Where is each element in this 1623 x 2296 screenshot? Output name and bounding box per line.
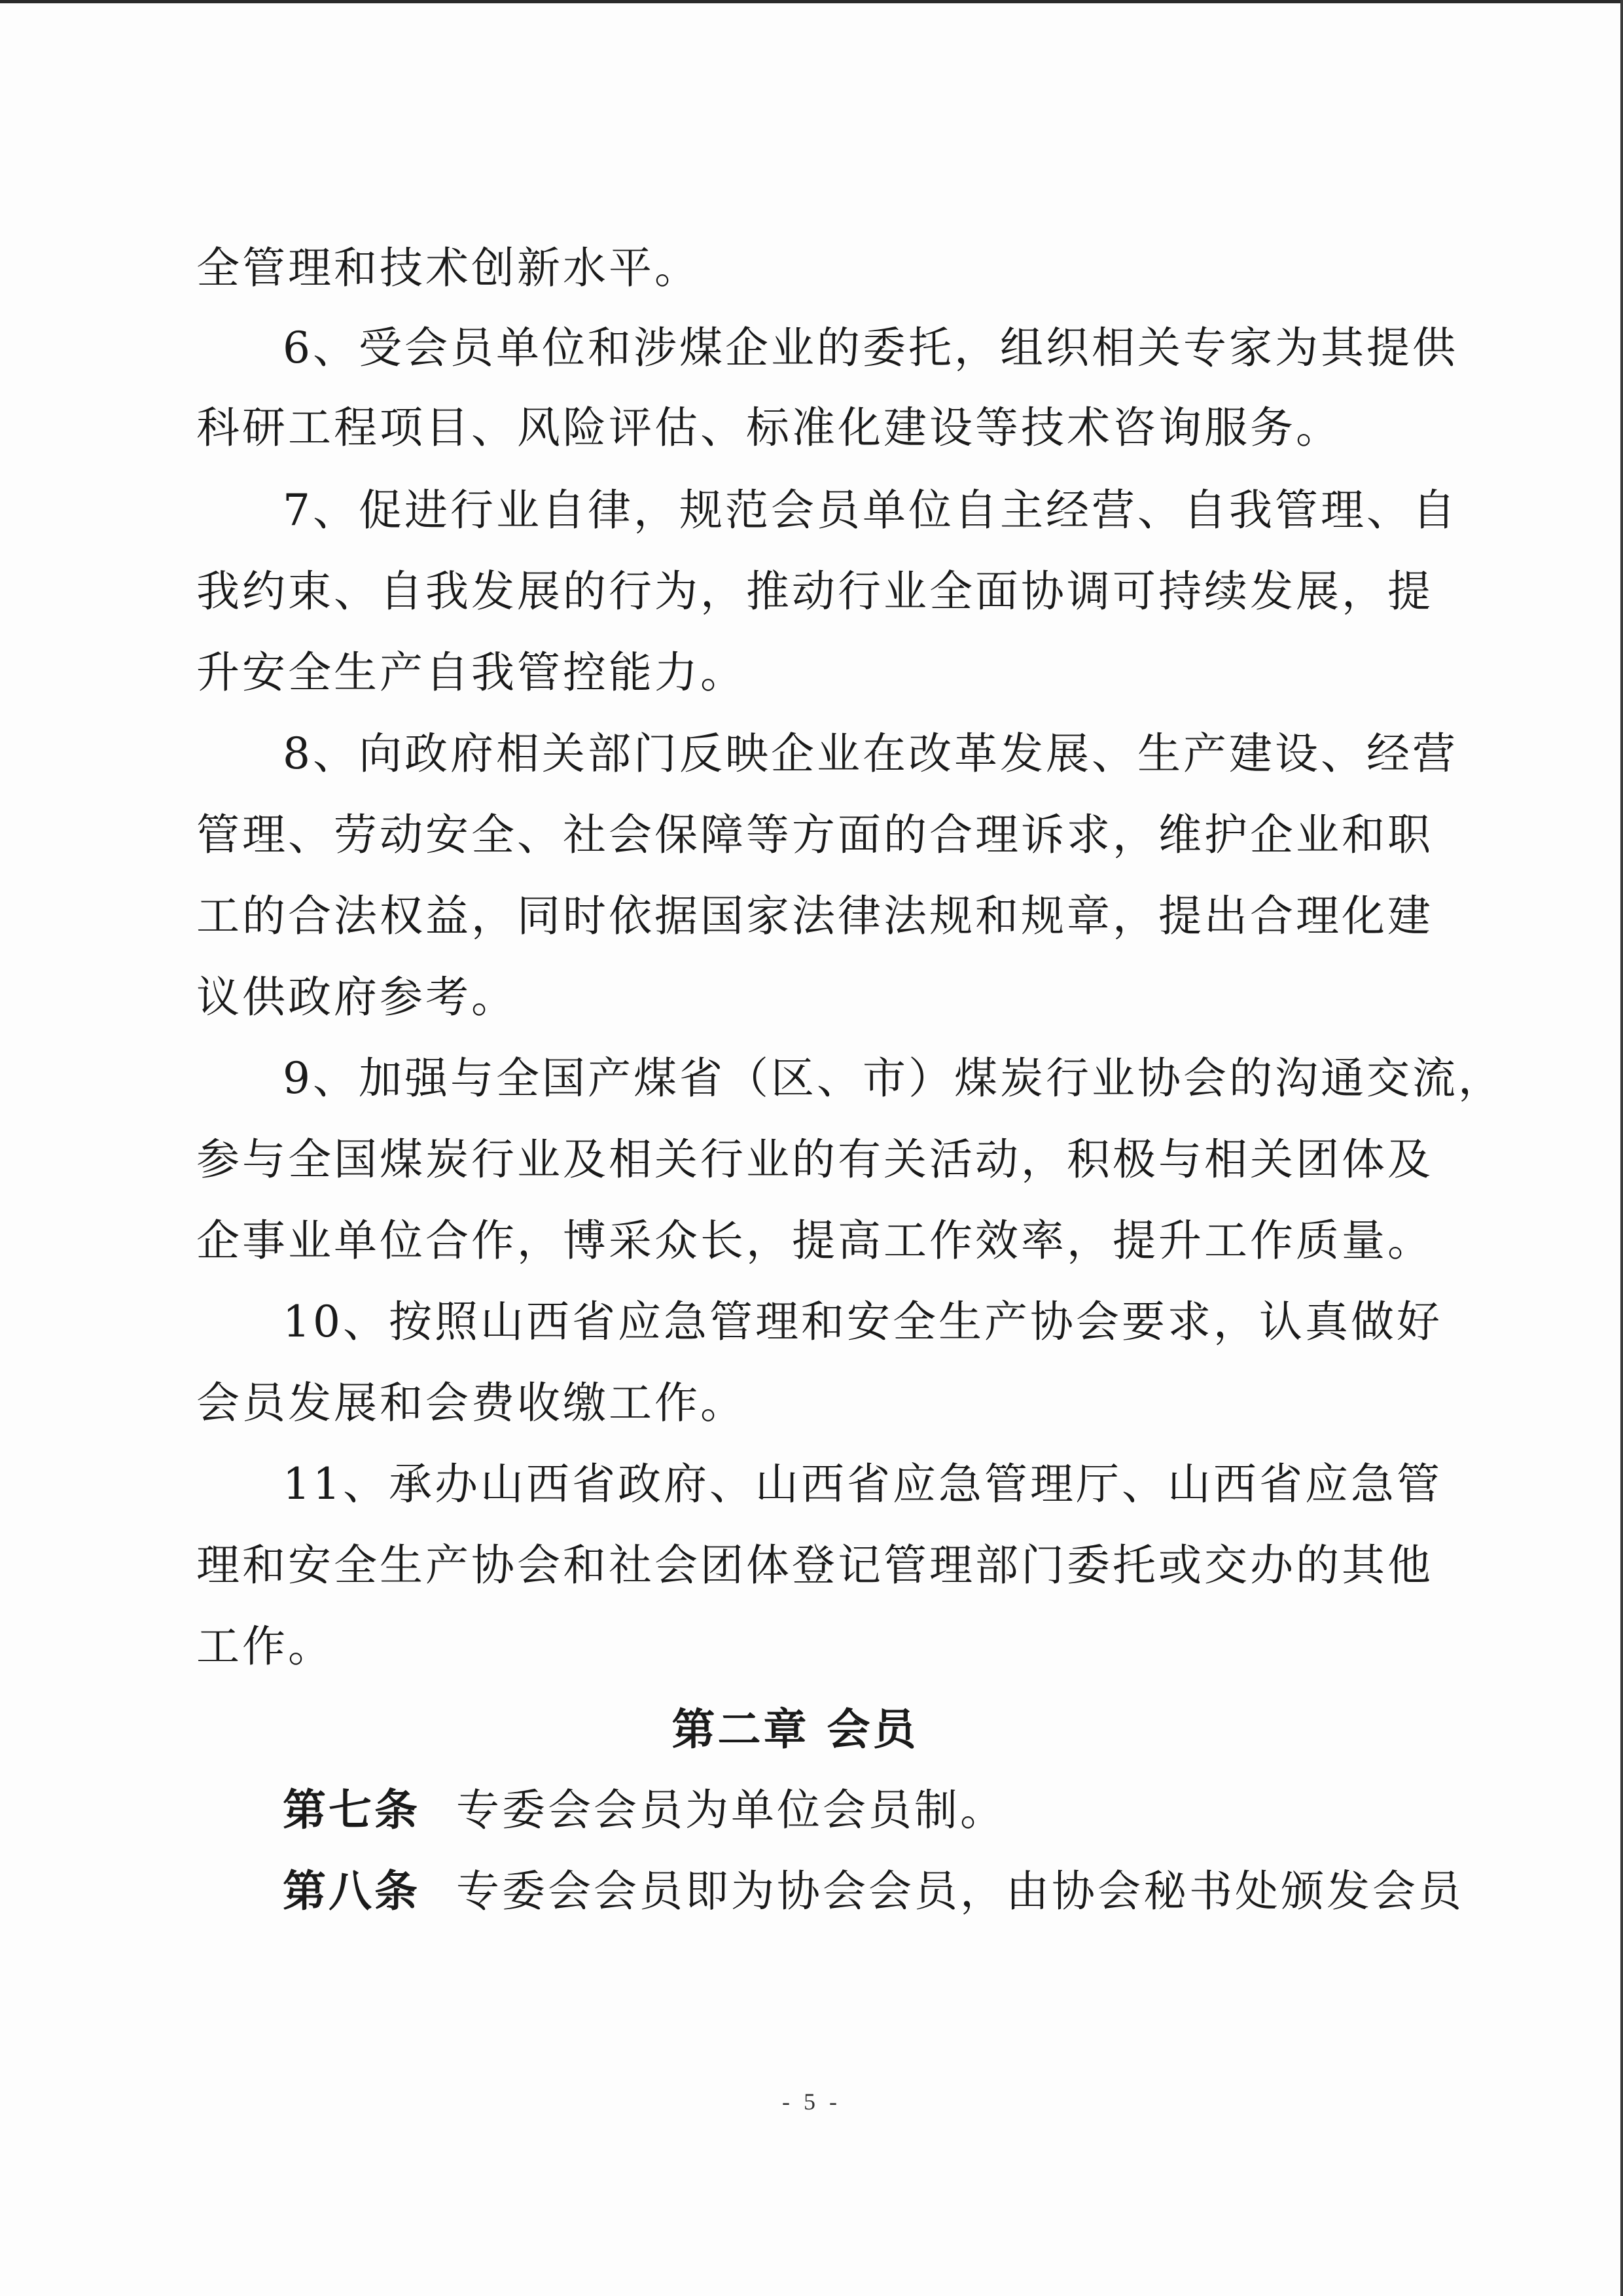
text-line: 9、加强与全国产煤省（区、市）煤炭行业协会的沟通交流， [283,1053,1504,1103]
article-text: 专委会会员即为协会会员，由协会秘书处颁发会员 [455,1866,1464,1916]
article-7 [196,1784,1480,1837]
article-label: 第七条 [283,1785,420,1835]
text-line: 升安全生产自我管控能力。 [196,647,746,698]
text-line: 全管理和技术创新水平。 [196,243,700,293]
text-line: 6、受会员单位和涉煤企业的委托，组织相关专家为其提供 [283,323,1458,373]
text-line: 科研工程项目、风险评估、标准化建设等技术咨询服务。 [196,403,1342,453]
text-line: 7、促进行业自律，规范会员单位自主经营、自我管理、自 [283,485,1458,535]
text-line: 参与全国煤炭行业及相关行业的有关活动，积极与相关团体及 [196,1134,1433,1185]
scan-border-right [1620,0,1623,2296]
text-line: 理和安全生产协会和社会团体登记管理部门委托或交办的其他 [196,1540,1433,1590]
text-line: 我约束、自我发展的行为，推动行业全面协调可持续发展，提 [196,566,1433,617]
text-line: 10、按照山西省应急管理和安全生产协会要求，认真做好 [283,1297,1442,1347]
text-line: 企事业单位合作，博采众长，提高工作效率，提升工作质量。 [196,1215,1433,1266]
text-line: 议供政府参考。 [196,972,517,1022]
text-line: 工作。 [196,1621,334,1672]
text-line: 会员发展和会费收缴工作。 [196,1378,746,1428]
text-line: 8、向政府相关部门反映企业在改革发展、生产建设、经营 [283,728,1458,779]
article-text: 专委会会员为单位会员制。 [455,1785,1006,1835]
chapter-title: 第二章 会员 [671,1704,919,1755]
scan-border-top [0,0,1623,3]
article-8 [196,1865,1480,1918]
page-number: - 5 - [782,2089,841,2115]
text-line: 管理、劳动安全、社会保障等方面的合理诉求，维护企业和职 [196,810,1433,860]
article-label: 第八条 [283,1866,420,1916]
text-line: 11、承办山西省政府、山西省应急管理厅、山西省应急管 [283,1459,1442,1509]
text-line: 工的合法权益，同时依据国家法律法规和规章，提出合理化建 [196,891,1433,941]
